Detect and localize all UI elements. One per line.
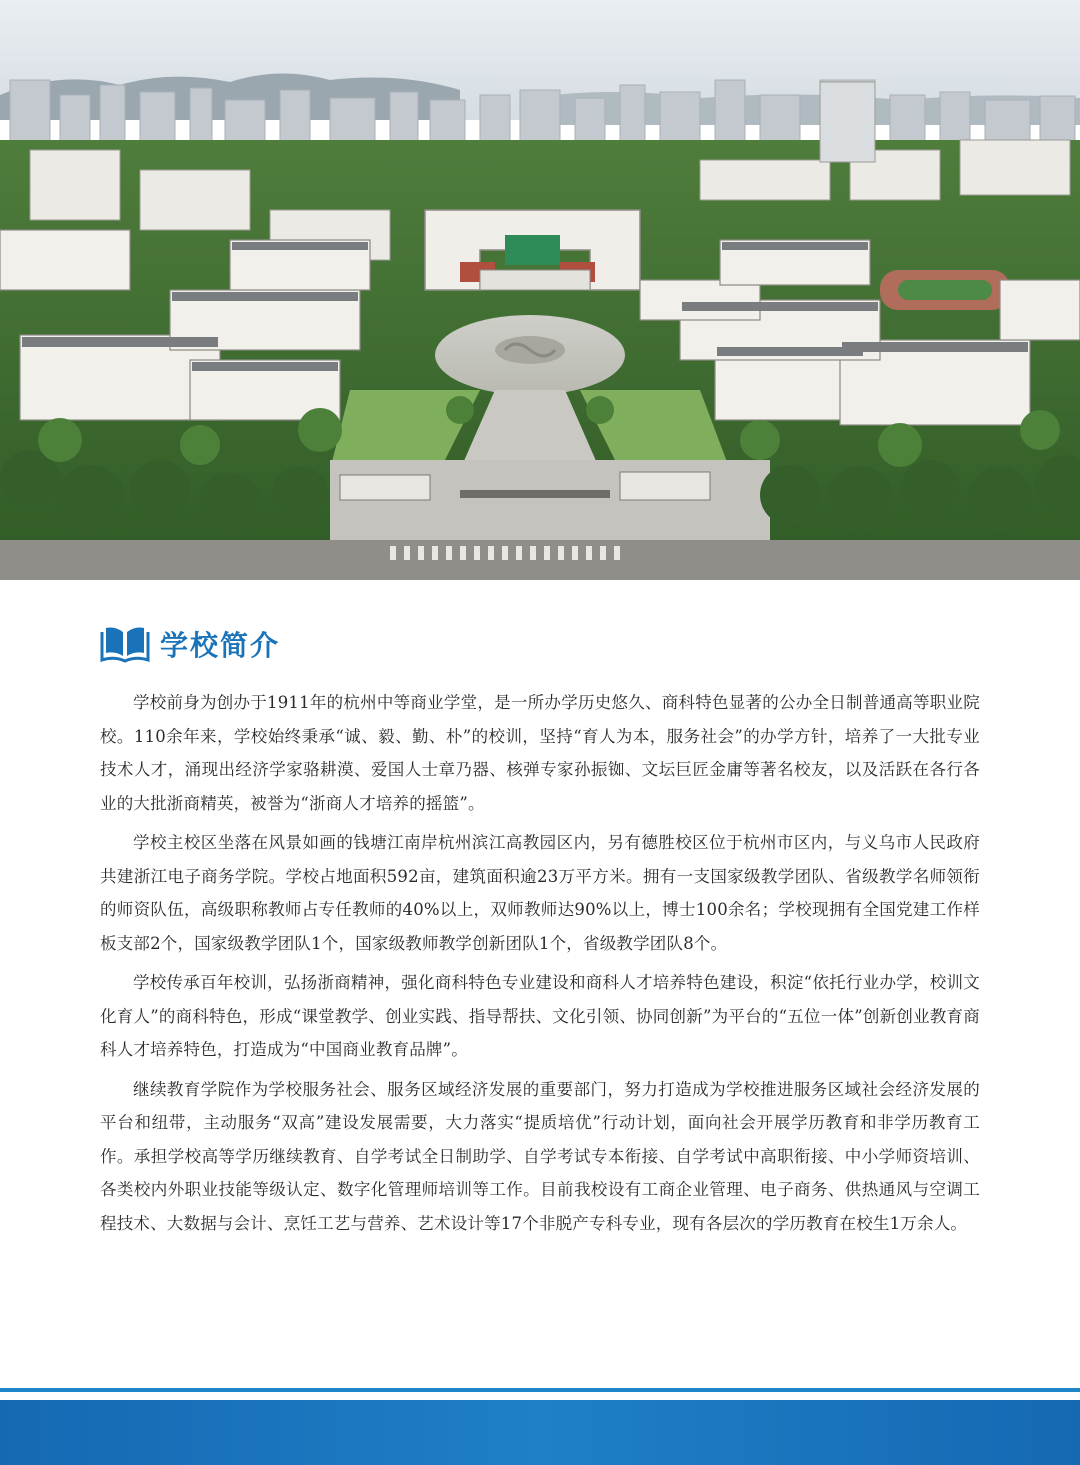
intro-body [100,686,980,1246]
intro-paragraph-continuing-education: 继续教育学院作为学校服务社会、服务区域经济发展的重要部门，努力打造成为学校推进服务区域社会经济发展的平台和纽带，主动服务“双高”建设发展需要，大力落实“提质培优”行动计划，面向社会开展学历教育和非学历教育工作。承担学校高等学历继续教育、自学考试全日制助学、自学考试专本衔接、自学考试中高职衔接、中小学师资培训、各类校内外职业技能等级认定、数字化管理师培训等工作。目前我校设有工商企业管理、电子商务、供热通风与空调工程技术、大数据与会计、烹饪工艺与营养、艺术设计等17个非脱产专科专业，现有各层次的学历教育在校生1万余人。 [100,1079,980,1233]
intro-paragraph-history: 学校前身为创办于1911年的杭州中等商业学堂，是一所办学历史悠久、商科特色显著的公办全日制普通高等职业院校。110余年来，学校始终秉承“诚、毅、勤、朴”的校训，坚持“育人为本，服务社会”的办学方针，培养了一大批专业技术人才，涌现出经济学家骆耕漠、爱国人士章乃器、核弹专家孙振铷、文坛巨匠金庸等著名校友，以及活跃在各行各业的大批浙商精英，被誉为“浙商人才培养的摇篮”。 [100,693,980,813]
section-title: 学校简介 [160,629,281,662]
footer-band [0,1400,1080,1465]
open-book-icon [100,624,150,664]
intro-paragraph-culture: 学校传承百年校训，弘扬浙商精神，强化商科特色专业建设和商科人才培养特色建设，积淀“依托行业办学，校训文化育人”的商科特色，形成“课堂教学、创业实践、指导帮扶、文化引领、协同创新”为平台的“五位一体”创新创业教育商科人才培养特色，打造成为“中国商业教育品牌”。 [100,973,980,1059]
section-heading [100,622,280,666]
campus-aerial-photo [0,0,1080,580]
footer-divider-line [0,1388,1080,1392]
intro-paragraph-campus: 学校主校区坐落在风景如画的钱塘江南岸杭州滨江高教园区内，另有德胜校区位于杭州市区内，与义乌市人民政府共建浙江电子商务学院。学校占地面积592亩，建筑面积逾23万平方米。拥有一支国家级教学团队、省级教学名师领衔的师资队伍，高级职称教师占专任教师的40%以上，双师教师达90%以上，博士100余名；学校现拥有全国党建工作样板支部2个，国家级教学团队1个，国家级教师教学创新团队1个，省级教学团队8个。 [100,833,980,953]
